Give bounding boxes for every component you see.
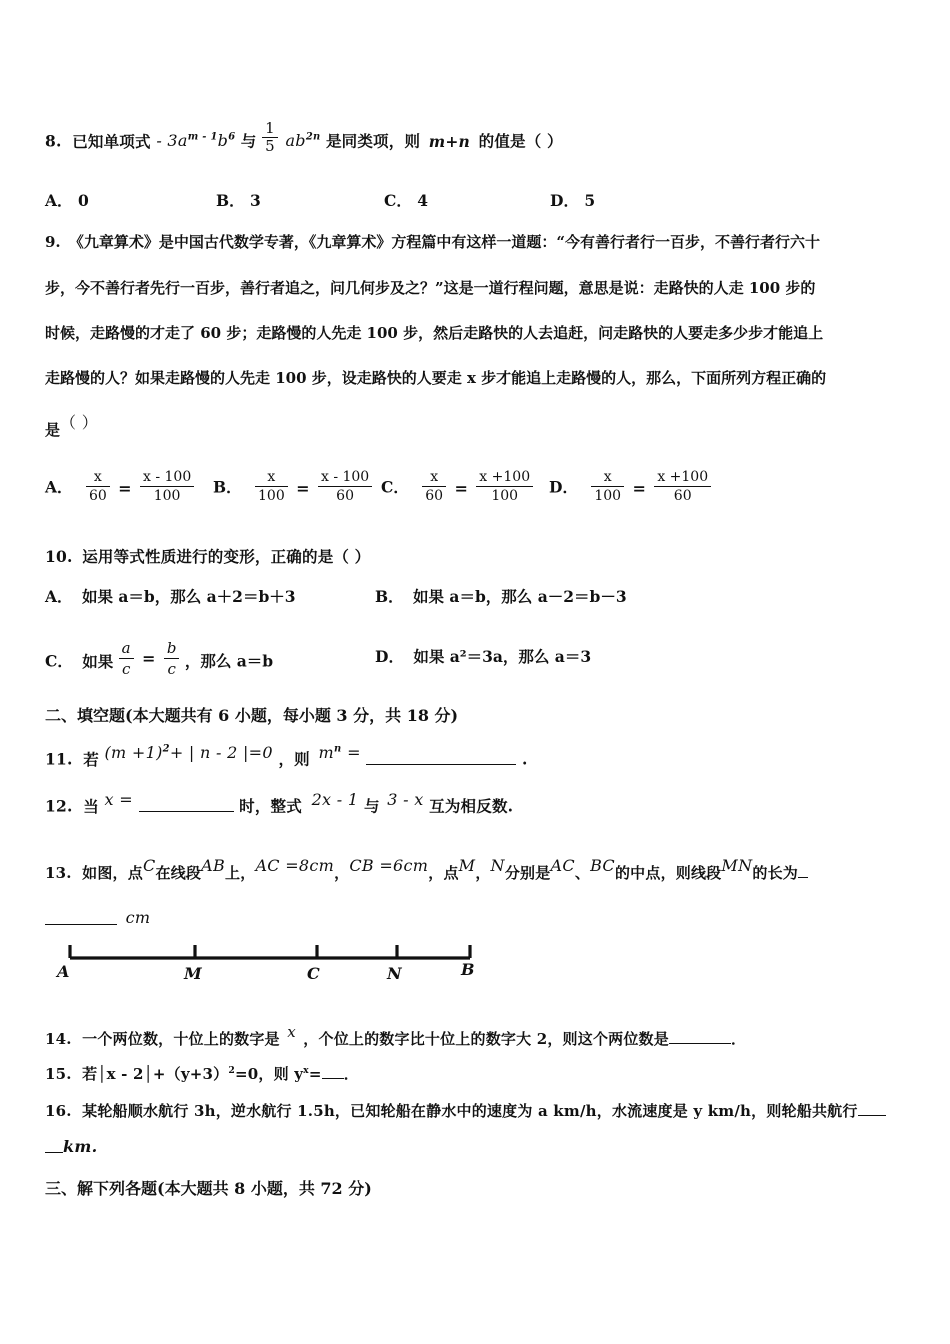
q8-text-after: 是同类项，则 [325,131,421,151]
q8-option-b[interactable] [216,189,261,211]
q9-option-a-right-fraction: $\frac{x - 100}{100}$ [140,469,194,504]
q9-line-1-text: 《九章算术》是中国古代数学专著，《九章算术》方程篇中有这样一道题：“今有善行者行一百步，不善行者行六十 [68,233,821,251]
q11-equals: = [347,742,361,762]
q15-answer-blank[interactable] [322,1063,344,1079]
q12-mid: 时，整式 [239,796,302,816]
q13-answer-blank-part1[interactable] [798,862,808,878]
question-13-line-1 [45,856,808,882]
q10-option-c-fraction-2: $\frac{b}{c}$ [164,639,180,678]
q13-t2: 在线段 [155,864,202,882]
q8-frac-denominator: 5 [265,137,275,155]
q9-option-b-left-fraction: $\frac{x}{100}$ [255,469,288,504]
q15-equals: = [308,1065,322,1083]
q8-option-a-value: 0 [77,191,89,210]
diagram-label-a: A [57,962,70,981]
q12-expression-1: 2x - 1 [311,789,359,809]
q14-answer-blank[interactable] [669,1028,731,1044]
q9-number: 9. [45,233,61,251]
q13-segment-mn: MN [721,856,753,875]
q12-prefix: 当 [83,796,99,816]
q9-option-b-equals: = [296,479,310,498]
q13-unit: cm [125,907,151,927]
q11-expression: $(m +1)^2+$ | n - 2 |=0 [104,742,273,762]
q15-number: 15. [45,1065,72,1083]
q8-option-d-label: D． [550,191,579,210]
diagram-label-n: N [387,964,402,983]
q10-option-c[interactable] [45,639,274,682]
q15-text-before: 若│x - 2│+（y+3） [82,1065,229,1083]
question-9-line-2: 步，今不善行者先行一百步，善行者追之，问几何步及之？”这是一道行程问题，意思是说：走路快的人走 100 步的 [45,279,816,297]
q14-tail: ． [730,1030,747,1048]
question-16-line-2 [45,1137,98,1156]
q12-number: 12. [45,796,73,816]
q8-text-tail: 的值是（ ） [478,131,563,151]
q8-frac-numerator: 1 [262,121,278,138]
q13-segment-bc: BC [590,856,615,875]
q10-option-d-label: D． [375,647,404,666]
q9-option-d-equals: = [632,479,646,498]
q16-unit: km. [63,1137,98,1156]
q13-t4: 上， [225,864,256,882]
question-12 [45,789,514,816]
q9-line-5-prefix: 是 [45,421,61,439]
q9-option-d-label: D． [549,477,578,497]
q10-option-b[interactable] [375,585,627,607]
q11-prefix: 若 [83,749,99,769]
q9-option-a[interactable] [45,471,194,506]
q13-t14: 、 [574,864,591,882]
q13-segment-ac: AC [550,856,575,875]
q9-option-c[interactable] [381,471,533,506]
q13-ac-length: AC =8cm [255,856,335,875]
question-9-line-4: 走路慢的人？如果走路慢的人先走 100 步，设走路快的人要走 x 步才能追上走路慢的人，那么，下面所列方程正确的 [45,369,827,387]
q8-monomial-2: $ab^{2n}$ [285,130,321,150]
q10-option-b-label: B． [375,587,404,606]
q8-option-c-label: C． [384,191,412,210]
q11-answer-blank[interactable] [366,748,516,765]
q16-answer-blank-part1[interactable] [858,1100,886,1116]
q10-option-a-text: 如果 a＝b，那么 a＋2＝b＋3 [81,587,296,606]
q13-answer-blank[interactable] [45,908,117,925]
q13-t12: 分别是 [504,864,551,882]
q10-option-c-fraction-1: $\frac{a}{c}$ [119,639,134,678]
q13-t8: ，点 [428,864,459,882]
q8-option-b-value: 3 [250,191,261,210]
q10-text: 运用等式性质进行的变形，正确的是（ ） [82,547,371,566]
q13-point-n: N [490,856,505,875]
q9-option-d-right-fraction: $\frac{x +100}{60}$ [654,469,711,504]
q9-option-c-left-fraction: $\frac{x}{60}$ [422,469,446,504]
question-9-line-3: 时候，走路慢的才走了 60 步；走路慢的人先走 100 步，然后走路快的人去追赶，问走路快的人要走多少步才能追上 [45,324,824,342]
q15-exponent-x: x [303,1065,309,1076]
segment-diagram [45,940,505,980]
q9-option-c-equals: = [454,479,468,498]
q10-option-c-label: C． [45,651,73,671]
q8-option-b-label: B． [216,191,245,210]
q13-point-m: M [458,856,476,875]
q10-option-a[interactable] [45,585,296,607]
q13-t6: ， [334,864,350,882]
q13-t16: 的中点，则线段 [614,864,722,882]
q10-option-a-label: A． [45,587,73,606]
q9-option-a-left-fraction: $\frac{x}{60}$ [86,469,110,504]
question-9-line-5 [45,413,99,440]
q8-number: 8. [45,131,62,151]
q15-tail: ． [343,1065,359,1083]
q9-option-b[interactable] [213,471,372,506]
q14-mid: ，个位上的数字比十位上的数字大 2，则这个两位数是 [303,1030,669,1048]
q8-option-d[interactable] [550,189,595,211]
q8-conjunction: 与 [240,131,257,151]
q9-answer-paren: （ ） [60,413,99,432]
q12-tail: 互为相反数. [429,796,514,816]
q15-text-after: =0，则 y [235,1065,304,1083]
q11-expression-2: $m^n$ [318,742,342,762]
question-15 [45,1063,359,1082]
q9-option-b-right-fraction: $\frac{x - 100}{60}$ [318,469,372,504]
q11-tail: . [522,749,528,769]
diagram-label-b: B [461,960,475,979]
q16-answer-blank[interactable] [45,1137,63,1153]
q11-number: 11. [45,749,73,769]
q9-option-a-equals: = [118,479,132,498]
q12-variable: x = [104,789,133,809]
q8-fraction-one-fifth [262,121,278,154]
q10-option-b-text: 如果 a＝b，那么 a－2＝b－3 [413,587,627,606]
diagram-label-c: C [307,964,320,983]
question-10-stem [45,549,370,565]
q14-prefix: 一个两位数，十位上的数字是 [82,1030,280,1048]
q9-option-d-left-fraction: $\frac{x}{100}$ [591,469,624,504]
q8-text-before: 已知单项式 [72,131,151,151]
q14-variable: x [287,1023,296,1041]
q10-option-d[interactable] [375,645,591,667]
question-16-line-1 [45,1100,886,1119]
q12-expression-2: 3 - x [387,789,424,809]
q9-option-a-label: A． [45,477,73,497]
q13-cb-length: CB =6cm [349,856,429,875]
q8-option-d-value: 5 [584,191,596,210]
q9-option-b-label: B． [213,477,242,497]
q16-line-1-text: 某轮船顺水航行 3h，逆水航行 1.5h，已知轮船在静水中的速度为 a km/h，水流速度是 y km/h，则轮船共航行 [82,1102,858,1120]
question-8-stem [45,119,563,159]
q14-number: 14. [45,1030,72,1048]
q9-option-c-right-fraction: $\frac{x +100}{100}$ [476,469,533,504]
q16-number: 16. [45,1102,72,1120]
q13-point-c: C [142,856,156,875]
q13-segment-ab: AB [201,856,226,875]
question-9-line-1 [45,231,820,252]
q10-option-d-text: 如果 a²＝3a，那么 a＝3 [413,647,592,666]
section-three-heading: 三、解下列各题(本大题共 8 小题，共 72 分) [45,1179,372,1198]
q8-option-c[interactable] [384,189,428,211]
question-11 [45,742,528,769]
q9-option-c-label: C． [381,477,409,497]
q13-number: 13. [45,864,72,882]
q13-t18: 的长为 [752,864,798,882]
q11-mid: ，则 [278,749,310,769]
q8-option-a-label: A． [45,191,73,210]
question-13-line-2 [45,908,150,928]
q12-conjunction: 与 [363,796,380,816]
q15-exponent-2: 2 [228,1065,236,1076]
q13-t0: 如图，点 [82,864,143,882]
section-two-heading: 二、填空题(本大题共有 6 小题，每小题 3 分，共 18 分) [45,706,459,725]
q10-number: 10. [45,547,73,566]
q10-option-c-equals: = [142,649,156,668]
q10-option-c-prefix: 如果 [82,651,114,671]
q8-monomial-1: - $3a^{m - 1}b^6$ [156,130,236,150]
q10-option-c-suffix: ，那么 a＝b [184,651,274,671]
q8-option-a[interactable] [45,189,89,211]
q9-option-d[interactable] [549,471,711,506]
q13-t10: ， [475,864,491,882]
q8-option-c-value: 4 [417,191,429,210]
question-14 [45,1023,747,1048]
diagram-label-m: M [184,964,202,983]
q8-variable-expression: m+n [428,131,471,151]
q12-answer-blank[interactable] [139,795,234,812]
